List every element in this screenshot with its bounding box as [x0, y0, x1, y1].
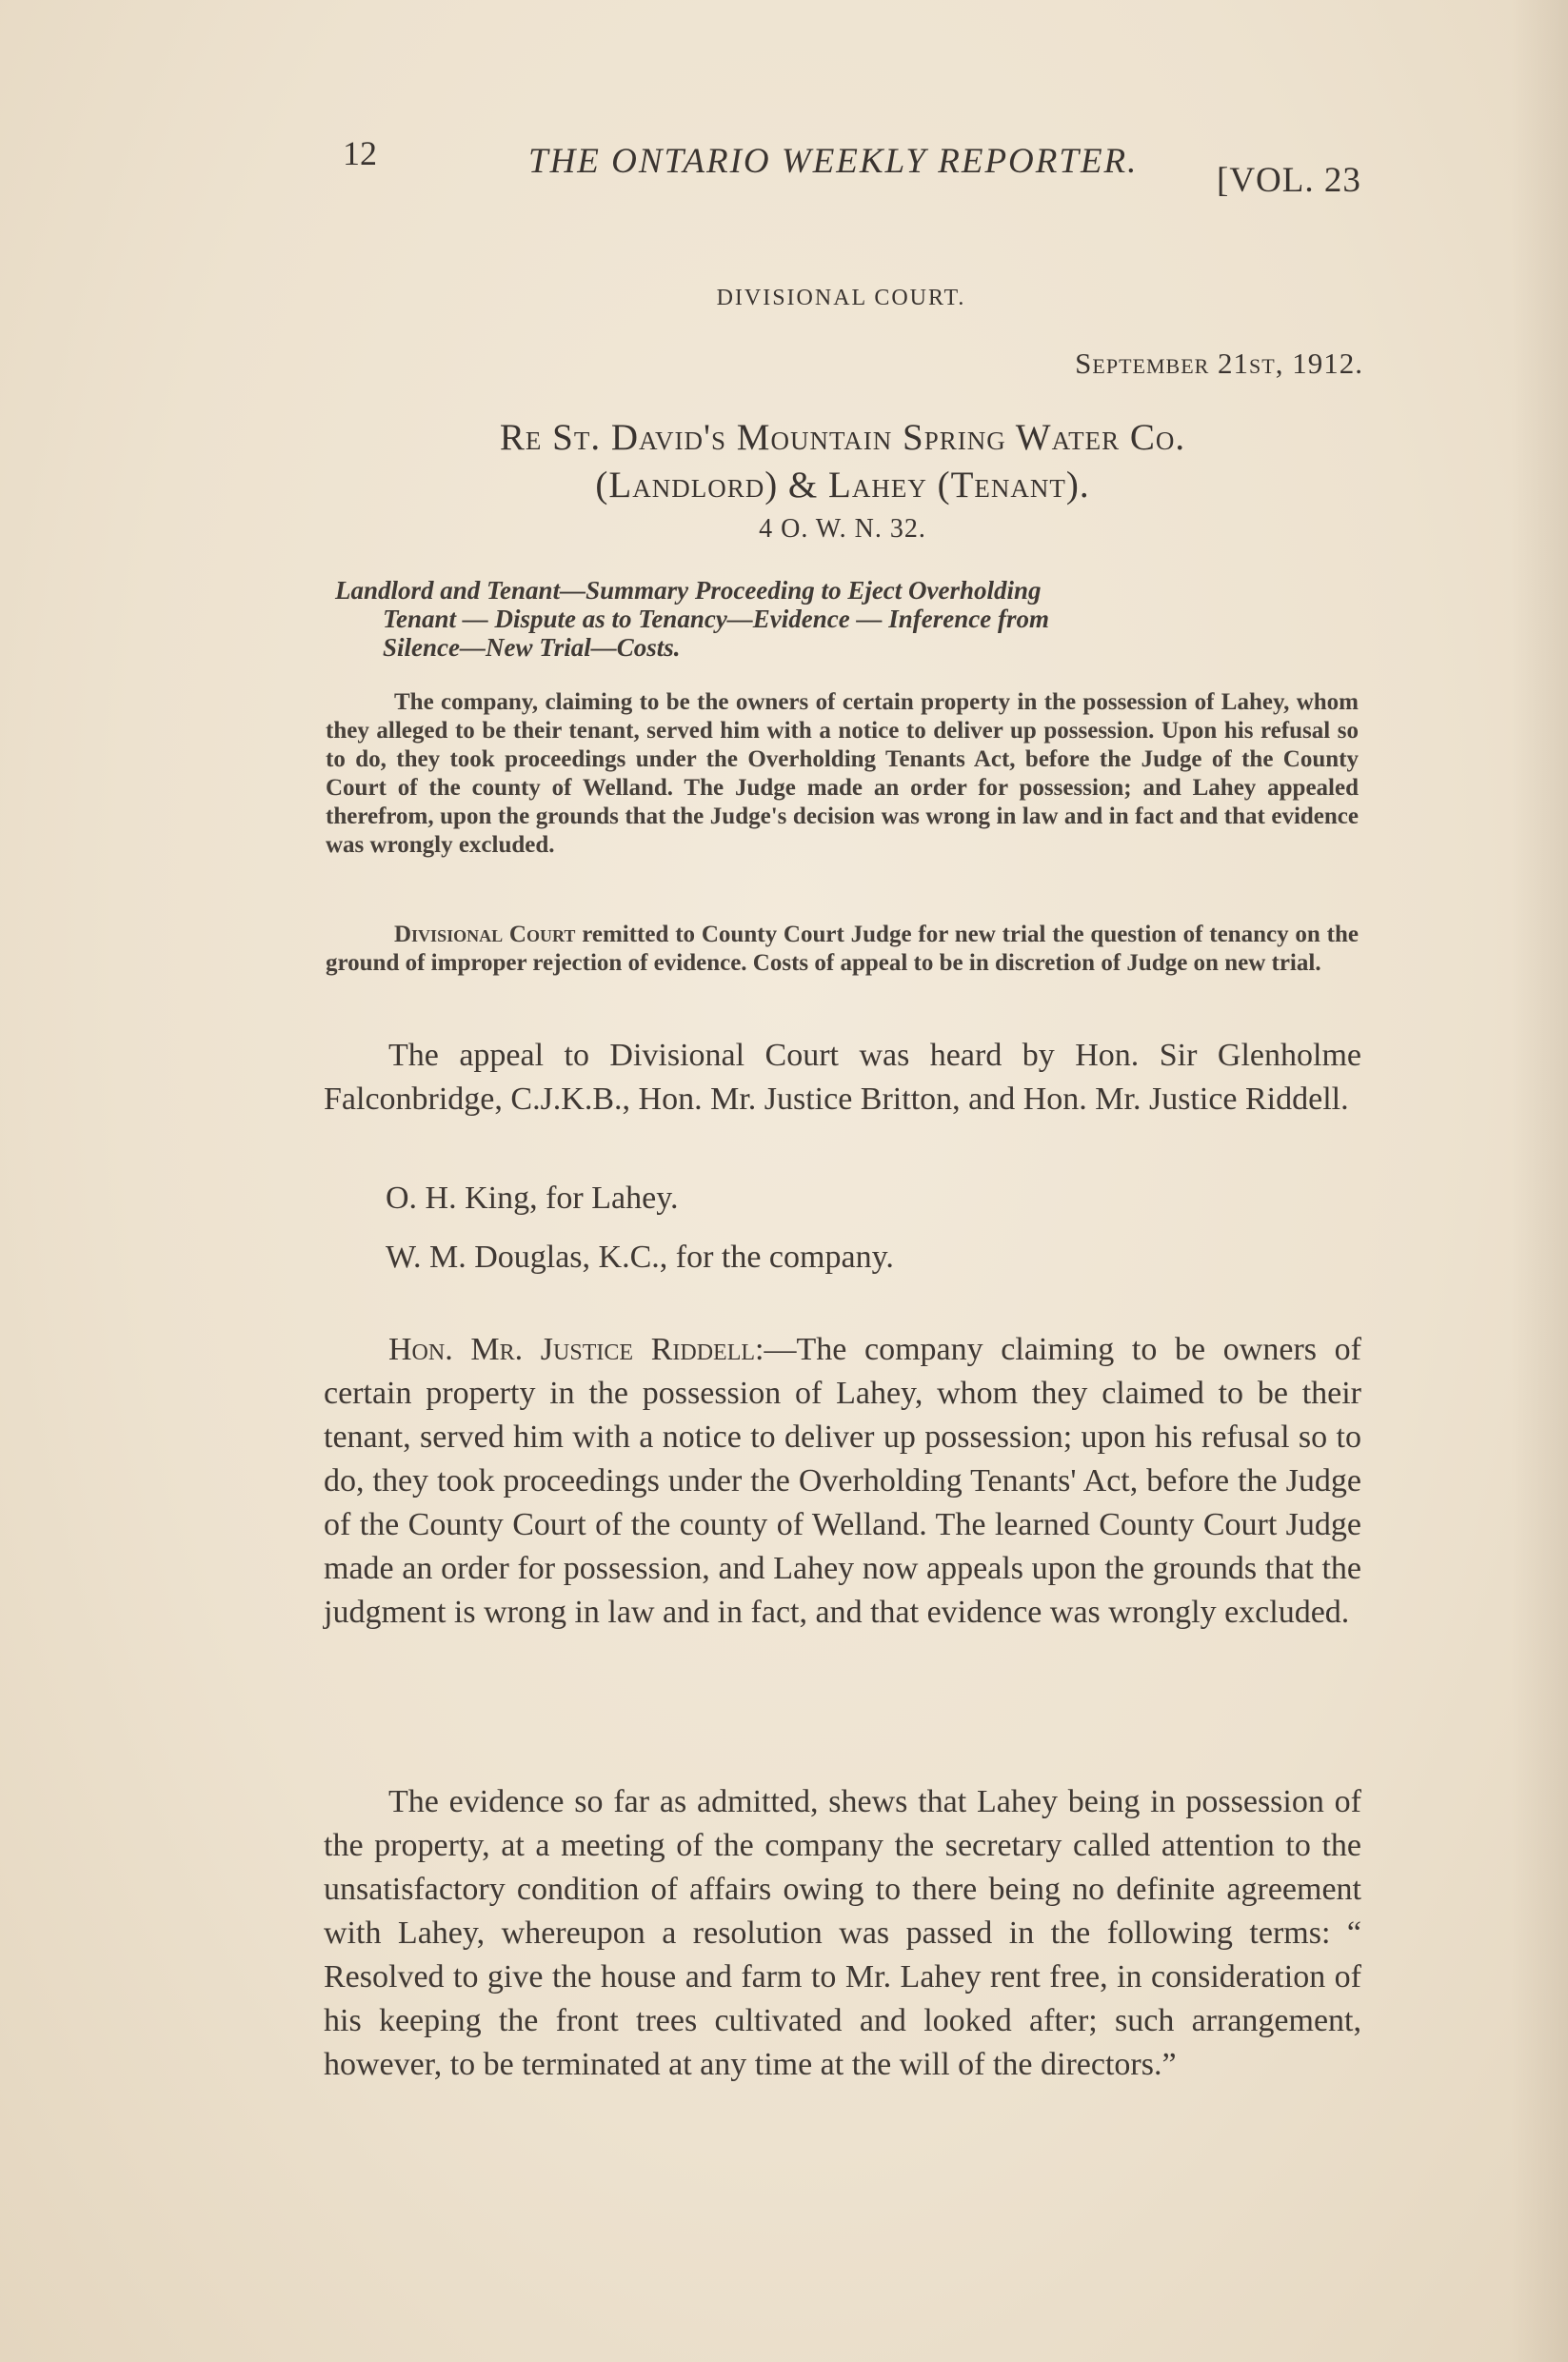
counsel-line-2: W. M. Douglas, K.C., for the company.	[386, 1240, 894, 1275]
case-title	[324, 414, 1361, 509]
judgment-paragraph-1	[324, 1328, 1361, 1635]
summary-paragraph-1: The company, claiming to be the owners of certain property in the possession of Lahey, whom they alleged to be their tenant, served him with a notice to deliver up possession. Upon his refusal so to do, they took proceedings under the Overholding Tenants Act, before the Judge of the County Court of the county of Welland. The Judge made an order for possession; and Lahey appealed therefrom, upon the grounds that the Judge's decision was wrong in law and in fact and that evidence was wrongly excluded.	[326, 689, 1359, 858]
headnote	[335, 576, 1359, 662]
headnote-line2: Tenant — Dispute as to Tenancy—Evidence — Inference from	[383, 605, 1049, 633]
counsel-line-1: O. H. King, for Lahey.	[386, 1181, 679, 1216]
case-title-line2: (Landlord) & Lahey (Tenant).	[595, 465, 1090, 506]
hearing-paragraph: The appeal to Divisional Court was heard by Hon. Sir Glenholme Falconbridge, C.J.K.B., Hon. Mr. Justice Britton, and Hon. Mr. Justice Riddell.	[324, 1038, 1361, 1117]
page-number: 12	[343, 134, 377, 172]
headnote-line3: Silence—New Trial—Costs.	[383, 633, 681, 662]
summary-paragraph-2	[326, 921, 1359, 978]
court-name: DIVISIONAL COURT.	[716, 286, 966, 310]
summary-paragraph-2-text: remitted to County Court Judge for new trial the question of tenancy on the ground of improper rejection of evidence. Costs of appeal to be in discretion of Judge on new trial.	[326, 922, 1359, 976]
journal-title: THE ONTARIO WEEKLY REPORTER.	[528, 142, 1139, 181]
decision-date: September 21st, 1912.	[1075, 347, 1363, 380]
volume-label: [VOL. 23	[1217, 161, 1361, 200]
case-title-line1: Re St. David's Mountain Spring Water Co.	[499, 417, 1186, 458]
judgment-paragraph-1-text: :—The company claiming to be owners of certain property in the possession of Lahey, whom they claimed to be their tenant, served him with a notice to deliver up possession; upon his refusal so to do, they took proceedings under the Overholding Tenants' Act, before the Judge of the County Court of the county of Welland. The learned County Court Judge made an order for possession, and Lahey now appeals upon the grounds that the judgment is wrong in law and in fact, and that evidence was wrongly excluded.	[324, 1332, 1361, 1630]
judgment-paragraph-2: The evidence so far as admitted, shews that Lahey being in possession of the property, at a meeting of the company the secretary called attention to the unsatisfactory condition of affairs owing to there being no definite agreement with Lahey, whereupon a resolution was passed in the following terms: “ Resolved to give the house and farm to Mr. Lahey rent free, in consideration of his keeping the front trees cultivated and looked after; such arrangement, however, to be terminated at any time at the will of the directors.”	[324, 1784, 1361, 2082]
headnote-line1: Landlord and Tenant—Summary Proceeding to Eject Overholding	[335, 576, 1042, 605]
case-citation: 4 O. W. N. 32.	[759, 514, 926, 544]
judge-name: Hon. Mr. Justice Riddell	[388, 1332, 756, 1367]
page-edge-shadow	[1511, 0, 1568, 2362]
summary-court-lead: Divisional Court	[394, 922, 576, 947]
